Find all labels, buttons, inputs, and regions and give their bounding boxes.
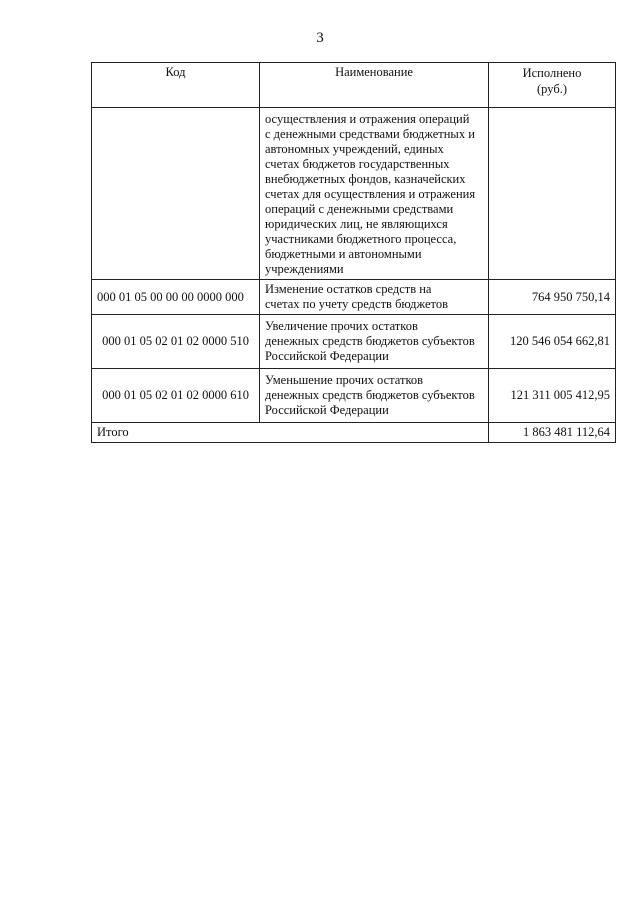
name-line: Российской Федерации — [265, 403, 389, 417]
cell-name — [260, 315, 489, 369]
name-line: Изменение остатков средств на — [265, 282, 432, 296]
name-line: юридических лиц, не являющихся — [265, 217, 448, 231]
cell-code: 000 01 05 00 00 00 0000 000 — [92, 280, 260, 315]
cell-name — [260, 369, 489, 423]
name-line: бюджетными и автономными — [265, 247, 422, 261]
table-row — [92, 280, 616, 315]
cell-name — [260, 280, 489, 315]
name-line: счетах бюджетов государственных — [265, 157, 450, 171]
name-line: денежных средств бюджетов субъектов — [265, 388, 475, 402]
name-line: автономных учреждений, единых — [265, 142, 444, 156]
name-line: счетах по учету средств бюджетов — [265, 297, 448, 311]
header-code: Код — [92, 63, 260, 108]
header-amount-line2: (руб.) — [537, 82, 567, 96]
name-line: участниками бюджетного процесса, — [265, 232, 457, 246]
cell-amount: 764 950 750,14 — [489, 280, 616, 315]
total-amount: 1 863 481 112,64 — [489, 423, 616, 443]
cell-amount-empty — [489, 108, 616, 280]
name-line: учреждениями — [265, 262, 344, 276]
name-line: счетах для осуществления и отражения — [265, 187, 476, 201]
cell-name-continuation — [260, 108, 489, 280]
name-line: осуществления и отражения операций — [265, 112, 470, 126]
cell-amount: 120 546 054 662,81 — [489, 315, 616, 369]
name-line: Российской Федерации — [265, 349, 389, 363]
name-line: Уменьшение прочих остатков — [265, 373, 424, 387]
name-line: операций с денежными средствами — [265, 202, 454, 216]
name-line: Увеличение прочих остатков — [265, 319, 418, 333]
table-row-continuation — [92, 108, 616, 280]
cell-code: 000 01 05 02 01 02 0000 610 — [92, 369, 260, 423]
cell-amount: 121 311 005 412,95 — [489, 369, 616, 423]
total-label: Итого — [92, 423, 489, 443]
header-amount-line1: Исполнено — [522, 66, 582, 80]
cell-code: 000 01 05 02 01 02 0000 510 — [92, 315, 260, 369]
header-amount — [489, 63, 616, 108]
name-line: денежных средств бюджетов субъектов — [265, 334, 475, 348]
page-number: 3 — [316, 30, 324, 46]
name-line: с денежными средствами бюджетных и — [265, 127, 475, 141]
table-header-row — [92, 63, 616, 108]
table-row-total — [92, 423, 616, 443]
table-row — [92, 369, 616, 423]
budget-table — [91, 62, 616, 443]
table-row — [92, 315, 616, 369]
header-name: Наименование — [260, 63, 489, 108]
cell-code-empty — [92, 108, 260, 280]
name-line: внебюджетных фондов, казначейских — [265, 172, 466, 186]
